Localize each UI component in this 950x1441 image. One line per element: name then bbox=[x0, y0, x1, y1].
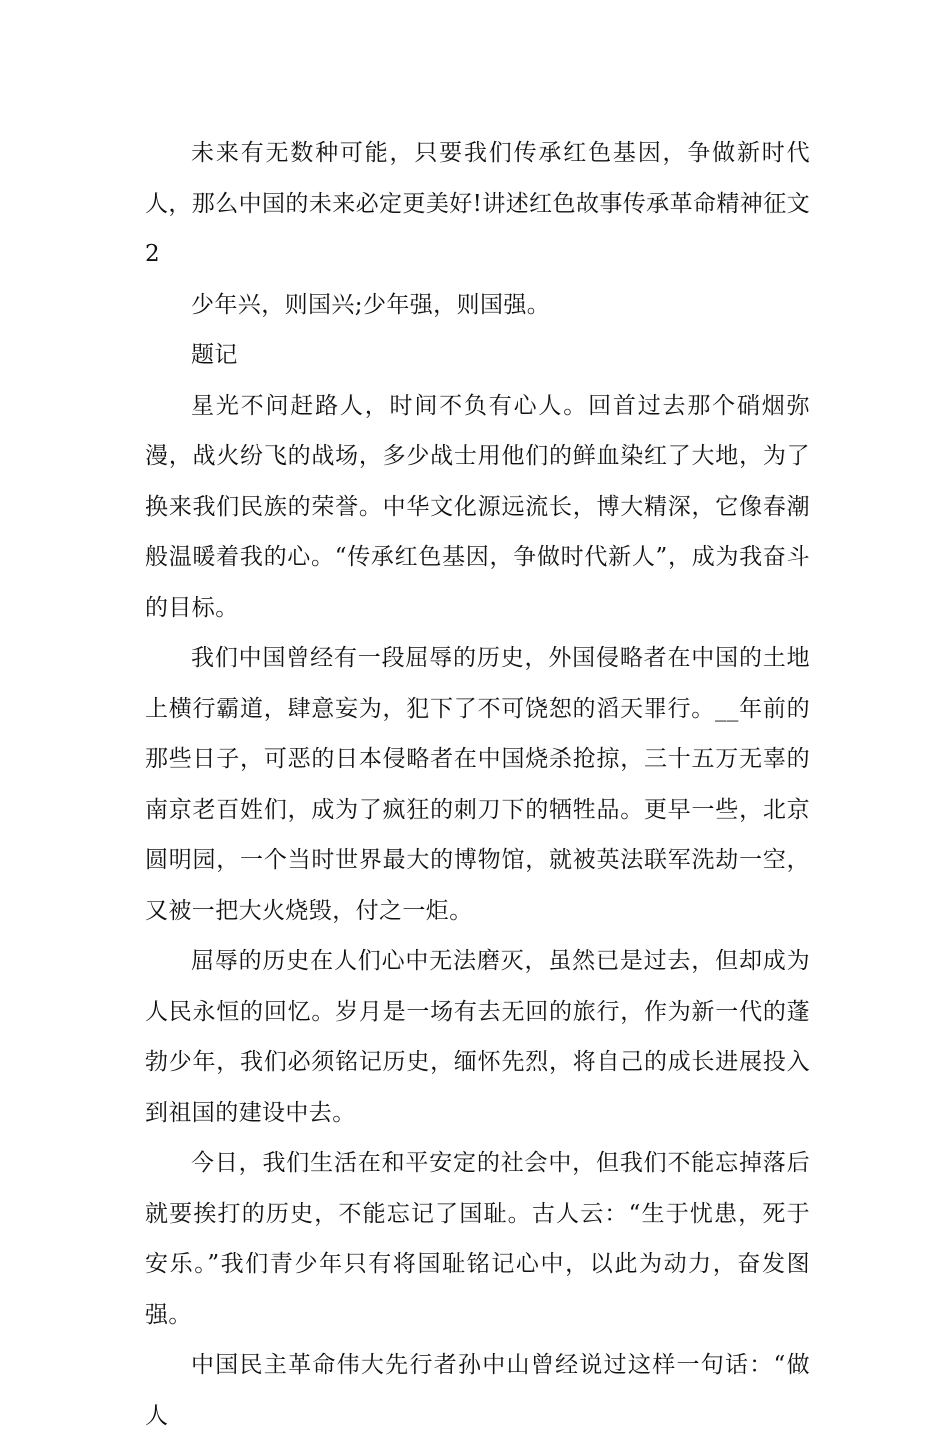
paragraph-humiliating-history: 我们中国曾经有一段屈辱的历史，外国侵略者在中国的土地上横行霸道，肆意妄为，犯下了不可饶恕的滔天罪行。__年前的那些日子，可恶的日本侵略者在中国烧杀抢掠，三十五万无辜的南京老百姓们，成为了疯狂的刺刀下的牺牲品。更早一些，北京圆明园，一个当时世界最大的博物馆，就被英法联军洗劫一空，又被一把大火烧毁，付之一炬。 bbox=[145, 645, 810, 924]
paragraph-epigraph-label: 题记 bbox=[191, 342, 238, 368]
paragraph-starlight: 星光不问赶路人，时间不负有心人。回首过去那个硝烟弥漫，战火纷飞的战场，多少战士用他们的鲜血染红了大地，为了换来我们民族的荣誉。中华文化源远流长，博大精深，它像春潮般温暖着我的心。“传承红色基因，争做时代新人”，成为我奋斗的目标。 bbox=[145, 392, 810, 621]
paragraph-youth-motto: 少年兴，则国兴;少年强，则国强。 bbox=[191, 291, 551, 318]
paragraph-remember-history: 屈辱的历史在人们心中无法磨灭，虽然已是过去，但却成为人民永恒的回忆。岁月是一场有去无回的旅行，作为新一代的蓬勃少年，我们必须铭记历史，缅怀先烈，将自己的成长进展投入到祖国的建设中去。 bbox=[145, 948, 810, 1126]
paragraph-sun-yat-sen: 中国民主革命伟大先行者孙中山曾经说过这样一句话：“做人 bbox=[145, 1352, 810, 1429]
document-body bbox=[145, 128, 810, 1441]
paragraph-peaceful-today: 今日，我们生活在和平安定的社会中，但我们不能忘掉落后就要挨打的历史，不能忘记了国耻。古人云：“生于忧患，死于安乐。”我们青少年只有将国耻铭记心中，以此为动力，奋发图强。 bbox=[145, 1150, 810, 1328]
paragraph-future: 未来有无数种可能，只要我们传承红色基因，争做新时代人，那么中国的未来必定更美好!讲述红色故事传承革命精神征文2 bbox=[145, 140, 810, 267]
